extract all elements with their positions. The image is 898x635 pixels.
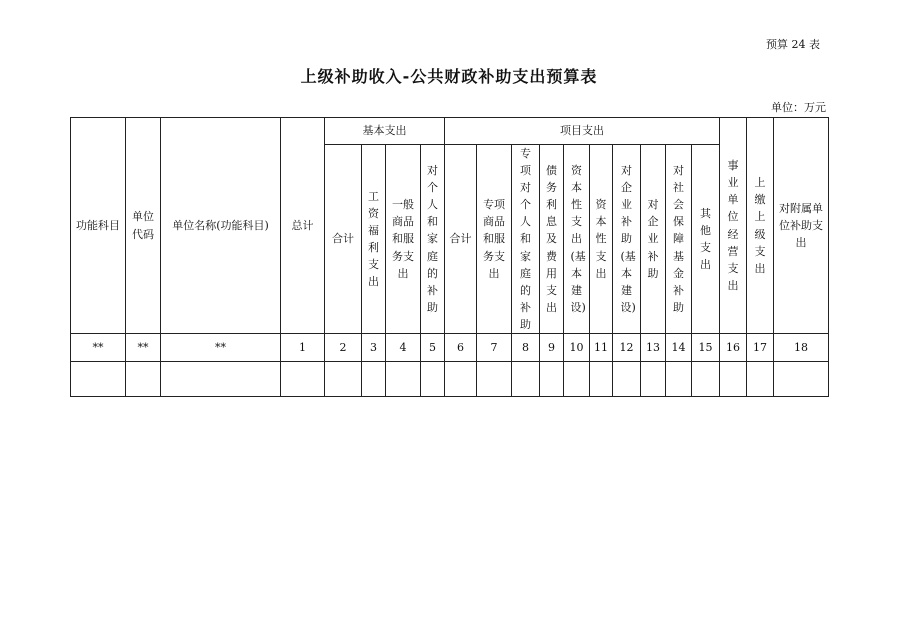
index-cell: 10 [564,334,590,362]
data-row-empty [71,362,829,397]
header-special-goods: 专项商品和服务支出 [477,145,512,334]
data-cell [613,362,641,397]
index-cell: 18 [774,334,829,362]
header-project-expenditure: 项目支出 [445,118,720,145]
page-title: 上级补助收入-公共财政补助支出预算表 [300,67,598,86]
data-cell [386,362,421,397]
data-cell [421,362,445,397]
index-cell: 14 [666,334,692,362]
index-cell: 3 [362,334,386,362]
index-cell: 5 [421,334,445,362]
data-cell [692,362,720,397]
data-cell [362,362,386,397]
index-cell: 15 [692,334,720,362]
index-cell: 9 [540,334,564,362]
data-cell [720,362,747,397]
index-cell: ** [126,334,161,362]
index-cell: 11 [590,334,613,362]
index-cell: 8 [512,334,540,362]
data-cell [774,362,829,397]
budget-table [70,117,829,397]
header-project-personal: 专项对个人和家庭的补助 [512,145,540,334]
index-cell: 12 [613,334,641,362]
header-wage-welfare: 工资福利支出 [362,145,386,334]
header-enterprise-infrastructure: 对企业补助(基本建设) [613,145,641,334]
header-affiliated-subsidy: 对附属单位补助支出 [774,118,829,334]
data-cell [512,362,540,397]
index-cell: 2 [325,334,362,362]
header-unit-name: 单位名称(功能科目) [161,118,281,334]
header-project-total: 合计 [445,145,477,334]
header-basic-expenditure: 基本支出 [325,118,445,145]
data-cell [747,362,774,397]
header-total: 总计 [281,118,325,334]
header-business-operation: 事业单位经营支出 [720,118,747,334]
data-cell [477,362,512,397]
header-basic-total: 合计 [325,145,362,334]
index-cell: ** [161,334,281,362]
data-cell [641,362,666,397]
header-unit-code: 单位代码 [126,118,161,334]
index-cell: 6 [445,334,477,362]
index-cell: 1 [281,334,325,362]
index-cell: 16 [720,334,747,362]
header-func-subject: 功能科目 [71,118,126,334]
data-cell [666,362,692,397]
header-enterprise: 对企业补助 [641,145,666,334]
data-cell [445,362,477,397]
data-cell [161,362,281,397]
data-cell [590,362,613,397]
unit-label: 单位：万元 [771,101,826,114]
header-other: 其他支出 [692,145,720,334]
index-cell: 13 [641,334,666,362]
index-cell: 17 [747,334,774,362]
data-cell [71,362,126,397]
header-capital: 资本性支出 [590,145,613,334]
data-cell [540,362,564,397]
index-cell: ** [71,334,126,362]
data-cell [126,362,161,397]
index-cell: 4 [386,334,421,362]
header-social-security: 对社会保障基金补助 [666,145,692,334]
header-upper-paid: 上缴上级支出 [747,118,774,334]
data-cell [281,362,325,397]
header-personal-subsidy: 对个人和家庭的补助 [421,145,445,334]
form-number: 预算 24 表 [766,38,820,51]
data-cell [325,362,362,397]
header-debt-interest: 债务利息及费用支出 [540,145,564,334]
data-cell [564,362,590,397]
header-capital-infrastructure: 资本性支出(基本建设) [564,145,590,334]
index-row [71,334,829,362]
header-goods-services: 一般商品和服务支出 [386,145,421,334]
index-cell: 7 [477,334,512,362]
